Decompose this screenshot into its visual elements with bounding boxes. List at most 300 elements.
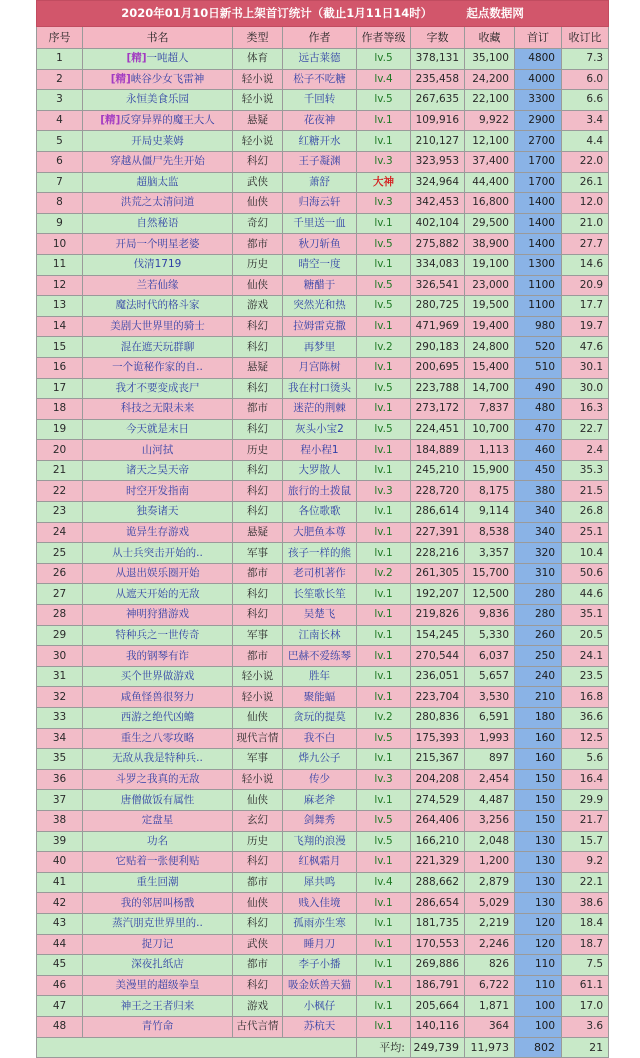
row-number: 12: [37, 275, 83, 296]
book-title[interactable]: [83, 337, 233, 358]
book-title[interactable]: [83, 625, 233, 646]
word-count: 224,451: [411, 419, 465, 440]
title-row: [37, 1, 609, 27]
sub-ratio: 29.9: [562, 790, 609, 811]
author-name[interactable]: 王子凝渊: [283, 151, 357, 172]
author-level: lv.1: [357, 913, 411, 934]
book-title[interactable]: [83, 728, 233, 749]
table-row: [37, 666, 609, 687]
row-number: 39: [37, 831, 83, 852]
author-name[interactable]: 晴空一度: [283, 254, 357, 275]
book-title[interactable]: [83, 996, 233, 1017]
book-title[interactable]: [83, 749, 233, 770]
author-level: lv.2: [357, 708, 411, 729]
first-sub-count: 310: [515, 563, 562, 584]
author-level: lv.1: [357, 749, 411, 770]
row-number: 45: [37, 955, 83, 976]
table-title: [37, 1, 609, 27]
book-type: 仙侠: [233, 893, 283, 914]
row-number: 26: [37, 563, 83, 584]
word-count: 261,305: [411, 563, 465, 584]
sub-ratio: 26.8: [562, 502, 609, 523]
first-sub-count: 100: [515, 996, 562, 1017]
first-sub-count: 240: [515, 666, 562, 687]
word-count: 286,614: [411, 502, 465, 523]
word-count: 275,882: [411, 234, 465, 255]
author-name[interactable]: 长笙歌长笙: [283, 584, 357, 605]
author-name[interactable]: 苏杭天: [283, 1016, 357, 1037]
book-title[interactable]: [83, 481, 233, 502]
author-level: lv.2: [357, 337, 411, 358]
favorites-count: 15,400: [465, 357, 515, 378]
sub-ratio: 20.9: [562, 275, 609, 296]
table-row: [37, 728, 609, 749]
header-row: [37, 27, 609, 49]
row-number: 36: [37, 769, 83, 790]
author-level: lv.1: [357, 543, 411, 564]
author-name[interactable]: 胜年: [283, 666, 357, 687]
row-number: 9: [37, 213, 83, 234]
book-title[interactable]: [83, 502, 233, 523]
author-name[interactable]: 睡月刀: [283, 934, 357, 955]
book-type: 现代言情: [233, 728, 283, 749]
header-author: 作者: [283, 27, 357, 49]
word-count: 221,329: [411, 852, 465, 873]
book-title[interactable]: [83, 1016, 233, 1037]
book-title-text: 时空开发指南: [126, 484, 189, 497]
word-count: 267,635: [411, 90, 465, 111]
book-title[interactable]: [83, 934, 233, 955]
book-type: 都市: [233, 872, 283, 893]
table-row: [37, 49, 609, 70]
word-count: 402,104: [411, 213, 465, 234]
table-row: [37, 522, 609, 543]
row-number: 18: [37, 399, 83, 420]
favorites-count: 24,200: [465, 69, 515, 90]
sub-ratio: 12.0: [562, 193, 609, 214]
book-title[interactable]: [83, 563, 233, 584]
stats-table: [36, 0, 609, 1058]
author-name[interactable]: 我不白: [283, 728, 357, 749]
book-title[interactable]: [83, 213, 233, 234]
sub-ratio: 4.4: [562, 131, 609, 152]
row-number: 35: [37, 749, 83, 770]
row-number: 22: [37, 481, 83, 502]
favorites-count: 2,219: [465, 913, 515, 934]
sub-ratio: 6.6: [562, 90, 609, 111]
word-count: 280,725: [411, 296, 465, 317]
book-title[interactable]: [83, 254, 233, 275]
book-title[interactable]: [83, 172, 233, 193]
book-title[interactable]: [83, 69, 233, 90]
row-number: 44: [37, 934, 83, 955]
book-title-text: 超脑太监: [136, 175, 179, 188]
book-type: 悬疑: [233, 110, 283, 131]
sub-ratio: 50.6: [562, 563, 609, 584]
author-level: lv.1: [357, 399, 411, 420]
book-title-text: 买个世界做游戏: [120, 670, 195, 683]
first-sub-count: 510: [515, 357, 562, 378]
author-name[interactable]: 犀共鸣: [283, 872, 357, 893]
book-type: 轻小说: [233, 769, 283, 790]
author-level: lv.3: [357, 151, 411, 172]
book-title-text: 重生之八零攻略: [120, 731, 195, 744]
author-name[interactable]: 千里送一血: [283, 213, 357, 234]
book-title[interactable]: [83, 975, 233, 996]
author-name[interactable]: 贪玩的提莫: [283, 708, 357, 729]
sub-ratio: 12.5: [562, 728, 609, 749]
row-number: 47: [37, 996, 83, 1017]
favorites-count: 1,871: [465, 996, 515, 1017]
favorites-count: 15,700: [465, 563, 515, 584]
row-number: 7: [37, 172, 83, 193]
book-title[interactable]: [83, 790, 233, 811]
author-name[interactable]: 千回转: [283, 90, 357, 111]
book-type: 科幻: [233, 337, 283, 358]
author-name[interactable]: 红枫霜月: [283, 852, 357, 873]
author-name[interactable]: 月宫陈树: [283, 357, 357, 378]
favorites-count: 6,722: [465, 975, 515, 996]
average-row: [37, 1037, 609, 1057]
book-type: 仙侠: [233, 790, 283, 811]
header-words: 字数: [411, 27, 465, 49]
word-count: 175,393: [411, 728, 465, 749]
author-name[interactable]: 飞翔的浪漫: [283, 831, 357, 852]
author-name[interactable]: 程小程1: [283, 440, 357, 461]
table-row: [37, 399, 609, 420]
book-type: 都市: [233, 399, 283, 420]
word-count: 274,529: [411, 790, 465, 811]
table-row: [37, 852, 609, 873]
book-title[interactable]: [83, 399, 233, 420]
first-sub-count: 150: [515, 810, 562, 831]
table-row: [37, 69, 609, 90]
book-type: 仙侠: [233, 708, 283, 729]
table-row: [37, 378, 609, 399]
sub-ratio: 17.7: [562, 296, 609, 317]
book-title[interactable]: [83, 296, 233, 317]
book-title-text: 一吨超人: [146, 52, 189, 65]
sub-ratio: 61.1: [562, 975, 609, 996]
author-name[interactable]: 糖醋于: [283, 275, 357, 296]
favorites-count: 1,200: [465, 852, 515, 873]
author-name[interactable]: 烨九公子: [283, 749, 357, 770]
book-type: 轻小说: [233, 90, 283, 111]
book-title[interactable]: [83, 913, 233, 934]
first-sub-count: 150: [515, 769, 562, 790]
row-number: 34: [37, 728, 83, 749]
author-level: lv.1: [357, 502, 411, 523]
book-title-text: 峡谷少女飞雷神: [130, 72, 205, 85]
author-name[interactable]: 突然光和热: [283, 296, 357, 317]
first-sub-count: 160: [515, 728, 562, 749]
book-type: 科幻: [233, 316, 283, 337]
author-name[interactable]: 巴赫不爱练琴: [283, 646, 357, 667]
favorites-count: 24,800: [465, 337, 515, 358]
row-number: 37: [37, 790, 83, 811]
book-title[interactable]: [83, 687, 233, 708]
book-title-text: 美漫里的超级拳皇: [115, 979, 200, 992]
favorites-count: 14,700: [465, 378, 515, 399]
author-name[interactable]: 松子不吃糖: [283, 69, 357, 90]
author-level: lv.1: [357, 316, 411, 337]
sub-ratio: 6.0: [562, 69, 609, 90]
author-name[interactable]: 大肥鱼本尊: [283, 522, 357, 543]
favorites-count: 37,400: [465, 151, 515, 172]
word-count: 223,788: [411, 378, 465, 399]
first-sub-count: 160: [515, 749, 562, 770]
table-row: [37, 769, 609, 790]
book-title[interactable]: [83, 666, 233, 687]
book-title[interactable]: [83, 378, 233, 399]
favorites-count: 19,400: [465, 316, 515, 337]
table-row: [37, 419, 609, 440]
book-title-text: 诸天之昊天帝: [126, 464, 189, 477]
book-title-text: 诡异生存游戏: [126, 525, 189, 538]
author-level: lv.5: [357, 275, 411, 296]
header-level: 作者等级: [357, 27, 411, 49]
subscription-stats-sheet: [36, 0, 608, 1058]
word-count: 109,916: [411, 110, 465, 131]
word-count: 140,116: [411, 1016, 465, 1037]
row-number: 13: [37, 296, 83, 317]
first-sub-count: 100: [515, 1016, 562, 1037]
first-sub-count: 130: [515, 831, 562, 852]
sub-ratio: 10.4: [562, 543, 609, 564]
table-row: [37, 316, 609, 337]
book-type: 科幻: [233, 584, 283, 605]
author-name[interactable]: 再梦里: [283, 337, 357, 358]
book-title-text: 穿越从僵尸先生开始: [110, 155, 205, 168]
book-type: 游戏: [233, 996, 283, 1017]
sub-ratio: 18.4: [562, 913, 609, 934]
first-sub-count: 2900: [515, 110, 562, 131]
favorites-count: 29,500: [465, 213, 515, 234]
book-title[interactable]: [83, 90, 233, 111]
favorites-count: 19,100: [465, 254, 515, 275]
author-name[interactable]: 老司机著作: [283, 563, 357, 584]
table-row: [37, 481, 609, 502]
table-row: [37, 357, 609, 378]
book-title[interactable]: [83, 193, 233, 214]
favorites-count: 6,037: [465, 646, 515, 667]
book-title[interactable]: [83, 831, 233, 852]
book-title[interactable]: [83, 852, 233, 873]
table-row: [37, 872, 609, 893]
table-row: [37, 563, 609, 584]
book-title[interactable]: [83, 810, 233, 831]
book-title[interactable]: [83, 893, 233, 914]
table-row: [37, 913, 609, 934]
first-sub-count: 130: [515, 852, 562, 873]
author-level: lv.1: [357, 646, 411, 667]
first-sub-count: 1400: [515, 213, 562, 234]
author-name[interactable]: 贱入佳境: [283, 893, 357, 914]
book-title-text: 从退出娱乐圈开始: [115, 567, 200, 580]
book-title[interactable]: [83, 708, 233, 729]
author-name[interactable]: 灰头小宝2: [283, 419, 357, 440]
book-title[interactable]: [83, 316, 233, 337]
row-number: 11: [37, 254, 83, 275]
book-type: 仙侠: [233, 193, 283, 214]
book-title-text: 神明狩猎游戏: [126, 608, 189, 621]
book-type: 科幻: [233, 852, 283, 873]
table-row: [37, 687, 609, 708]
row-number: 23: [37, 502, 83, 523]
book-title-text: 神王之王者归来: [120, 999, 195, 1012]
book-type: 军事: [233, 625, 283, 646]
author-name[interactable]: 孩子一样的熊: [283, 543, 357, 564]
book-title[interactable]: [83, 646, 233, 667]
book-title-text: 咸鱼怪兽很努力: [120, 690, 195, 703]
book-title[interactable]: [83, 460, 233, 481]
table-body: [37, 49, 609, 1038]
author-level: lv.5: [357, 49, 411, 70]
author-name[interactable]: 花夜神: [283, 110, 357, 131]
book-title-text: 我才不要变成丧尸: [115, 381, 200, 394]
author-name[interactable]: 拉姆雷克撒: [283, 316, 357, 337]
book-type: 仙侠: [233, 275, 283, 296]
author-name[interactable]: 旅行的土拨鼠: [283, 481, 357, 502]
book-title[interactable]: [83, 419, 233, 440]
first-sub-count: 450: [515, 460, 562, 481]
author-name[interactable]: 聚能蝠: [283, 687, 357, 708]
word-count: 223,704: [411, 687, 465, 708]
author-level: lv.1: [357, 460, 411, 481]
book-type: 历史: [233, 440, 283, 461]
table-row: [37, 131, 609, 152]
author-level: lv.3: [357, 481, 411, 502]
favorites-count: 12,100: [465, 131, 515, 152]
author-name[interactable]: 迷茫的荆棘: [283, 399, 357, 420]
author-name[interactable]: 远古莱德: [283, 49, 357, 70]
word-count: 269,886: [411, 955, 465, 976]
table-row: [37, 254, 609, 275]
author-level: lv.5: [357, 90, 411, 111]
sub-ratio: 16.3: [562, 399, 609, 420]
author-name[interactable]: 吸金妖兽天猫: [283, 975, 357, 996]
sub-ratio: 5.6: [562, 749, 609, 770]
author-level: lv.1: [357, 584, 411, 605]
book-title-text: 深夜扎纸店: [131, 958, 184, 971]
average-ratio: 21: [562, 1037, 609, 1057]
book-title[interactable]: [83, 584, 233, 605]
word-count: 264,406: [411, 810, 465, 831]
first-sub-count: 1400: [515, 193, 562, 214]
book-title[interactable]: [83, 49, 233, 70]
row-number: 10: [37, 234, 83, 255]
book-title[interactable]: [83, 769, 233, 790]
author-level: lv.5: [357, 234, 411, 255]
first-sub-count: 120: [515, 934, 562, 955]
book-type: 历史: [233, 831, 283, 852]
book-title[interactable]: [83, 605, 233, 626]
author-level: lv.3: [357, 769, 411, 790]
author-name[interactable]: 剑舞秀: [283, 810, 357, 831]
author-name[interactable]: 红糖开水: [283, 131, 357, 152]
first-sub-count: 980: [515, 316, 562, 337]
book-title[interactable]: [83, 151, 233, 172]
book-title[interactable]: [83, 522, 233, 543]
header-first-sub: 首订: [515, 27, 562, 49]
row-number: 17: [37, 378, 83, 399]
author-name[interactable]: 吴楚飞: [283, 605, 357, 626]
row-number: 2: [37, 69, 83, 90]
first-sub-count: 340: [515, 522, 562, 543]
author-level: lv.5: [357, 378, 411, 399]
book-title[interactable]: [83, 543, 233, 564]
book-title[interactable]: [83, 131, 233, 152]
sub-ratio: 21.0: [562, 213, 609, 234]
author-name[interactable]: 萧舒: [283, 172, 357, 193]
book-title-text: 今天就是末日: [126, 422, 189, 435]
word-count: 378,131: [411, 49, 465, 70]
book-type: 体育: [233, 49, 283, 70]
book-title[interactable]: [83, 872, 233, 893]
word-count: 200,695: [411, 357, 465, 378]
book-title[interactable]: [83, 357, 233, 378]
table-row: [37, 955, 609, 976]
table-row: [37, 996, 609, 1017]
book-title-text: 一个诡秘作家的自..: [112, 361, 203, 374]
book-title-text: 从士兵突击开始的..: [112, 546, 203, 559]
average-words: 249,739: [411, 1037, 465, 1057]
featured-tag: [精]: [110, 72, 131, 85]
book-title-text: 山河拭: [141, 443, 174, 456]
author-level: lv.1: [357, 131, 411, 152]
book-title[interactable]: [83, 234, 233, 255]
sub-ratio: 7.5: [562, 955, 609, 976]
favorites-count: 23,000: [465, 275, 515, 296]
word-count: 184,889: [411, 440, 465, 461]
table-row: [37, 790, 609, 811]
first-sub-count: 280: [515, 605, 562, 626]
book-title-text: 青竹命: [141, 1020, 174, 1033]
book-type: 都市: [233, 563, 283, 584]
author-name[interactable]: 归海云轩: [283, 193, 357, 214]
row-number: 15: [37, 337, 83, 358]
author-name[interactable]: 李子小播: [283, 955, 357, 976]
author-name[interactable]: 孤雨亦生寒: [283, 913, 357, 934]
word-count: 245,210: [411, 460, 465, 481]
first-sub-count: 1700: [515, 151, 562, 172]
sub-ratio: 19.7: [562, 316, 609, 337]
first-sub-count: 1300: [515, 254, 562, 275]
sub-ratio: 22.0: [562, 151, 609, 172]
author-name[interactable]: 秋刀斩鱼: [283, 234, 357, 255]
author-name[interactable]: 江南长林: [283, 625, 357, 646]
first-sub-count: 110: [515, 975, 562, 996]
book-title[interactable]: [83, 110, 233, 131]
book-title[interactable]: [83, 955, 233, 976]
author-name[interactable]: 小枫仔: [283, 996, 357, 1017]
first-sub-count: 4800: [515, 49, 562, 70]
author-name[interactable]: 大罗散人: [283, 460, 357, 481]
book-title[interactable]: [83, 440, 233, 461]
author-name[interactable]: 各位歌歌: [283, 502, 357, 523]
author-name[interactable]: 传少: [283, 769, 357, 790]
featured-tag: [精]: [100, 114, 121, 127]
favorites-count: 5,330: [465, 625, 515, 646]
book-type: 科幻: [233, 502, 283, 523]
favorites-count: 2,879: [465, 872, 515, 893]
book-title[interactable]: [83, 275, 233, 296]
sub-ratio: 25.1: [562, 522, 609, 543]
author-name[interactable]: 麻老斧: [283, 790, 357, 811]
author-name[interactable]: 我在村口烫头: [283, 378, 357, 399]
author-level: lv.1: [357, 625, 411, 646]
sub-ratio: 22.7: [562, 419, 609, 440]
